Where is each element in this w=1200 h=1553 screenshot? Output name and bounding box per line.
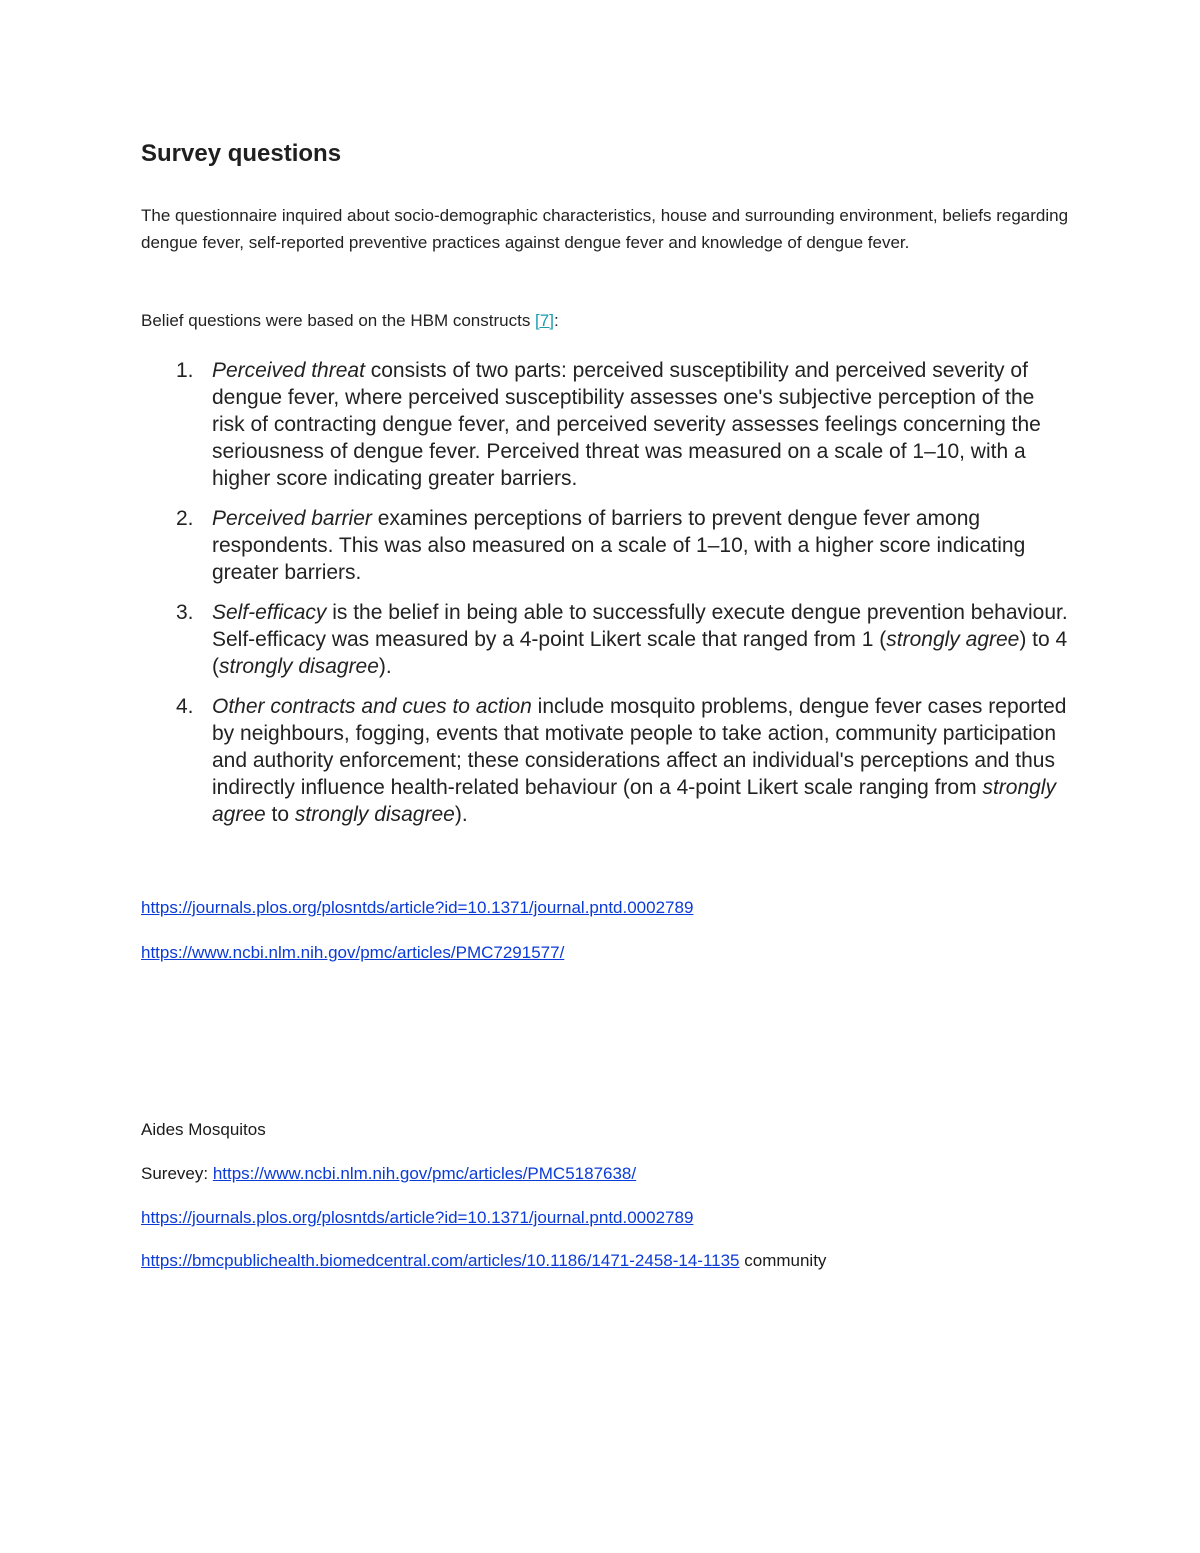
list-number: 2. <box>176 507 194 530</box>
plos-article-link[interactable]: https://journals.plos.org/plosntds/article?id=10.1371/journal.pntd.0002789 <box>141 898 694 917</box>
surevey-label: Surevey: <box>141 1164 213 1183</box>
list-item-emphasis: strongly agree <box>886 628 1020 651</box>
hbm-constructs-list <box>141 357 1071 841</box>
list-item-emphasis: strongly agree <box>212 776 1056 826</box>
belief-paragraph <box>141 307 559 334</box>
link-line-ncbi-1 <box>141 943 564 963</box>
citation-link[interactable]: [7] <box>535 311 554 330</box>
list-item-text: ) to 4 ( <box>212 628 1068 678</box>
belief-colon: : <box>553 311 559 330</box>
bmc-suffix: community <box>739 1251 827 1270</box>
list-item <box>141 357 1071 492</box>
ncbi-article-link[interactable]: https://www.ncbi.nlm.nih.gov/pmc/articles/PMC7291577/ <box>141 943 565 962</box>
page-title: Survey questions <box>141 140 342 167</box>
list-item-text: to <box>265 803 295 826</box>
list-item-text: ). <box>454 803 468 826</box>
bmc-article-link[interactable]: https://bmcpublichealth.biomedcentral.com/articles/10.1186/1471-2458-14-1135 <box>141 1251 740 1270</box>
link-line-plos-2 <box>141 1208 693 1228</box>
list-item-emphasis: Self-efficacy <box>212 601 327 624</box>
belief-text: Belief questions were based on the HBM constructs <box>141 311 536 330</box>
list-item-text: is the belief in being able to successfully execute dengue prevention behaviour. Self-efficacy was measured by a 4-point Likert scale that ranged from 1 ( <box>212 601 1068 651</box>
list-item-emphasis: Other contracts and cues to action <box>212 695 532 718</box>
intro-paragraph: The questionnaire inquired about socio-demographic characteristics, house and surrounding environment, beliefs regarding dengue fever, self-reported preventive practices against dengue fever and knowledge of dengue fever. <box>141 206 1069 252</box>
list-item-text: consists of two parts: perceived susceptibility and perceived severity of dengue fever, where perceived susceptibility assesses one's subjective perception of the risk of contracting dengue fever, and perceived severity assesses feelings concerning the seriousness of dengue fever. Perceived threat was measured on a scale of 1–10, with a higher score indicating greater barriers. <box>212 359 1041 490</box>
list-number: 1. <box>176 359 194 382</box>
list-item-text: include mosquito problems, dengue fever cases reported by neighbours, fogging, events that motivate people to take action, community participation and authority enforcement; these considerations affect an individual's perceptions and thus indirectly influence health-related behaviour (on a 4-point Likert scale ranging from <box>212 695 1067 799</box>
list-item-emphasis: strongly disagree <box>294 803 455 826</box>
plos-article-link-2[interactable]: https://journals.plos.org/plosntds/article?id=10.1371/journal.pntd.0002789 <box>141 1208 694 1227</box>
link-line-plos-1 <box>141 898 693 918</box>
list-item-emphasis: strongly disagree <box>219 655 379 678</box>
list-number: 3. <box>176 601 194 624</box>
list-number: 4. <box>176 695 194 718</box>
list-item <box>141 505 1071 586</box>
surevey-line <box>141 1164 636 1184</box>
surevey-link[interactable]: https://www.ncbi.nlm.nih.gov/pmc/articles/PMC5187638/ <box>212 1164 637 1183</box>
list-item <box>141 693 1071 828</box>
list-item-emphasis: Perceived threat <box>212 359 365 382</box>
list-item <box>141 599 1071 680</box>
list-item-text: ). <box>378 655 392 678</box>
aides-title-text: Aides Mosquitos <box>141 1120 266 1139</box>
list-item-text: examines perceptions of barriers to prevent dengue fever among respondents. This was also measured on a scale of 1–10, with a higher score indicating greater barriers. <box>212 507 1026 584</box>
aides-title <box>141 1120 266 1140</box>
bmc-line <box>141 1251 826 1271</box>
list-item-emphasis: Perceived barrier <box>212 507 372 530</box>
